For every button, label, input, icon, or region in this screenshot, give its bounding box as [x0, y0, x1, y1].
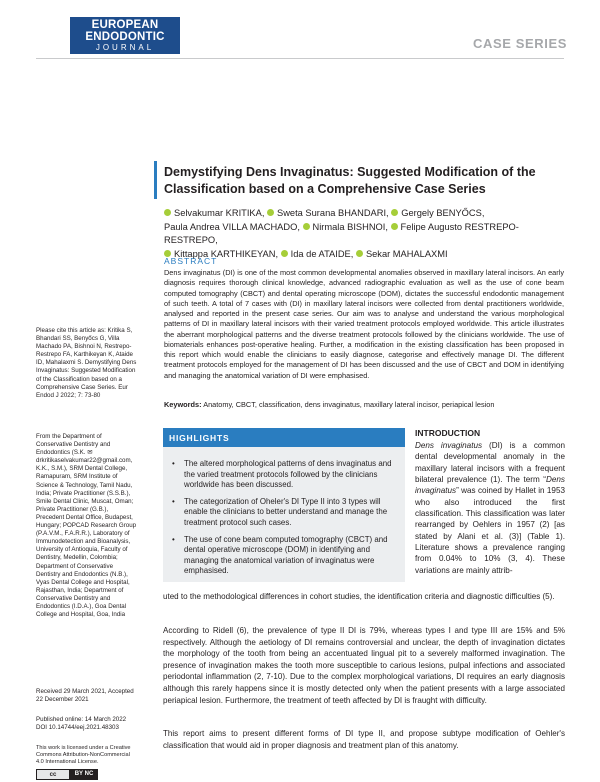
abstract-heading: ABSTRACT	[164, 256, 218, 266]
paragraph-3: This report aims to present different forms of DI type II, and propose subtype modification of Oehler's classification that would aid in proper diagnosis and treatment plan of this anatomy.	[163, 729, 565, 750]
orcid-icon[interactable]	[267, 209, 274, 216]
author-list	[164, 207, 564, 261]
author: Sweta Surana BHANDARI,	[277, 208, 389, 218]
logo-line-3: JOURNAL	[95, 43, 155, 52]
author-row	[164, 221, 564, 248]
highlight-item: • The use of cone beam computed tomography (CBCT) and dental operative microscope (DOM) in identifying and managing the anatomical variation of invaginatus were emphasised.	[172, 535, 398, 577]
introduction-column	[415, 440, 565, 576]
orcid-icon[interactable]	[356, 250, 363, 257]
author: Sekar MAHALAXMI	[365, 248, 448, 259]
orcid-icon[interactable]	[281, 250, 288, 257]
affiliations: From the Department of Conservative Dentistry and Endodontics (S.K. ✉ drkritikaselvakumar22@gmail.com, K.K., S.M.), SRM Dental College, Ramapuram, SRM Institute of Science & Technology, Tamil Nadu, India; Private Practitioner (S.S.B.), Smile Dental Clinic, Muscat, Oman; Private Practitioner (G.B.), Precedent Dental Office, Budapest, Hungary; POPCAD Research Group (P.A.V.M., F.A.R.R.), Laboratory of Immunodetection and Bioanalysis, University of Antioquia, Faculty of Dentistry, Medellin, Colombia; Department of Conservative Dentistry and Endodontics (N.B.), Vyas Dental College and Hospital, Rajasthan, India; Department of Conservative Dentistry and Endodontics (I.D.A.), Goa Dental College and Hospital, Goa, India	[36, 433, 137, 619]
published-doi: Published online: 14 March 2022 DOI 10.14744/eej.2021.48303	[36, 716, 127, 732]
paragraph-2: According to Ridell (6), the prevalence of type II DI is 79%, whereas types I and type III are 15% and 5% respectively. Although the aetiology of DI remains controversial and unclear, the depth of invagination dictates the morphology of the tooth from being an accentuated lingual pit to a severely malformed invagination. The presence of invagination makes the tooth more susceptible to carious lesions, pulpal infections and associated periodontal inflammation (2, 7-10). Due to the complex morphological variations, DI requires an early diagnosis although this rarely happens since it is mostly detected only when the patient presents with a large associated periapical lesion. Furthermore, the treatment of teeth affected by DI is fraught with difficulty.	[163, 626, 565, 705]
license-text: This work is licensed under a Creative Commons Attribution-NonCommercial 4.0 International License.	[36, 745, 131, 765]
keywords-list: Anatomy, CBCT, classification, dens invaginatus, maxillary lateral incisor, periapical lesion	[203, 400, 495, 409]
section-label: CASE SERIES	[472, 36, 567, 51]
author: Felipe Augusto RESTREPO-RESTREPO,	[164, 221, 519, 246]
author: Ida de ATAIDE,	[290, 248, 354, 259]
highlights-title: HIGHLIGHTS	[169, 433, 230, 443]
author-row	[164, 207, 564, 221]
cc-license-icon[interactable]: cc	[36, 769, 70, 780]
term: Dens invaginatus	[415, 475, 565, 496]
author: Selvakumar KRITIKA,	[174, 208, 265, 218]
author-row	[164, 248, 564, 262]
introduction-continued: uted to the methodological differences in cohort studies, the identification criteria and diagnostic difficulties (5).	[163, 592, 555, 601]
logo-line-2: ENDODONTIC	[85, 31, 165, 43]
keywords	[164, 400, 564, 410]
journal-logo	[70, 17, 180, 54]
keywords-label: Keywords:	[164, 400, 202, 409]
highlight-item: • The categorization of Oheler's DI Type II into 3 types will enable the clinicians to better understand and manage the treatment protocol such cases.	[172, 497, 398, 529]
citation-note: Please cite this article as: Kritika S, Bhandari SS, Benyőcs G, Villa Machado PA, Bishnoi N, Restrepo-Restrepo FA, Karthikeyan K, Ataide ID, Mahalaxmi S. Demystifying Dens Invaginatus: Suggested Modification of the Classification based on a Comprehensive Case Series. Eur Endod J 2022; 7: 73-80	[36, 327, 137, 399]
orcid-icon[interactable]	[303, 223, 310, 230]
intro-text: (DI) is a common dental developmental anomaly in the maxillary lateral incisors with a frequent bilateral prevalence (1). The term “	[415, 441, 565, 485]
logo-line-1: EUROPEAN	[91, 19, 159, 31]
author: Gergely BENYŐCS,	[401, 208, 485, 218]
header-divider	[36, 58, 564, 59]
orcid-icon[interactable]	[391, 209, 398, 216]
abstract-text: Dens invaginatus (DI) is one of the most common developmental anomalies observed in maxillary lateral incisors. An early diagnosis requires thorough clinical knowledge, advanced radiographic evaluation as well as the use of cone beam computed tomography (CBCT) and dental operating microscope (DOM), dictates the successful endodontic management of such teeth. A total of 7 cases with (DI) in maxillary lateral incisors were collected from dental practitioners worldwide, analysed and reported in the present case series. Our aim was to analyse and understand the various morphological patterns of DI in maxillary lateral incisors with their varied treatment protocols employed worldwide. This article illustrates the aberrant morphological patterns and the diverse treatment protocols followed by the clinicians worldwide. The use of biomaterials enhances post-operative healing. Further, a modification in the existing classification has been proposed in this report which would enable the clinicians to easily diagnose, categorise and effectively manage DI. The different treatment protocols employed for the management of DI has been discussed and the use of CBCT and DOM in identifying and managing the anatomical variation of DI were emphasised.	[164, 268, 564, 380]
author: Paula Andrea VILLA MACHADO,	[164, 221, 300, 232]
cc-by-nc-icon[interactable]: BY NC	[70, 769, 98, 780]
highlights-list	[172, 459, 398, 583]
author: Nirmala BISHNOI,	[312, 221, 388, 232]
title-accent-bar	[154, 161, 157, 199]
received-dates: Received 29 March 2021, Accepted 22 December 2021	[36, 688, 134, 704]
author: Kittappa KARTHIKEYAN,	[174, 248, 279, 259]
orcid-icon[interactable]	[391, 223, 398, 230]
article-title: Demystifying Dens Invaginatus: Suggested Modification of the Classification based on a Comprehensive Case Series	[164, 165, 536, 196]
introduction-heading: INTRODUCTION	[415, 428, 481, 438]
term: Dens invaginatus	[415, 441, 483, 450]
highlight-item: • The altered morphological patterns of dens invaginatus and the varied treatment protocols followed by the clinicians worldwide has been discussed.	[172, 459, 398, 491]
orcid-icon[interactable]	[164, 209, 171, 216]
intro-text: ” was coined by Hallet in 1953 who also introduced the first classification. This classification was later rearranged by Oehlers in 1957 (2) [as stated by Alani et al. (3)] (Table 1). Literature shows a prevalence ranging from 0.04% to 10% (3, 4). These variations are mainly attrib-	[415, 486, 565, 575]
